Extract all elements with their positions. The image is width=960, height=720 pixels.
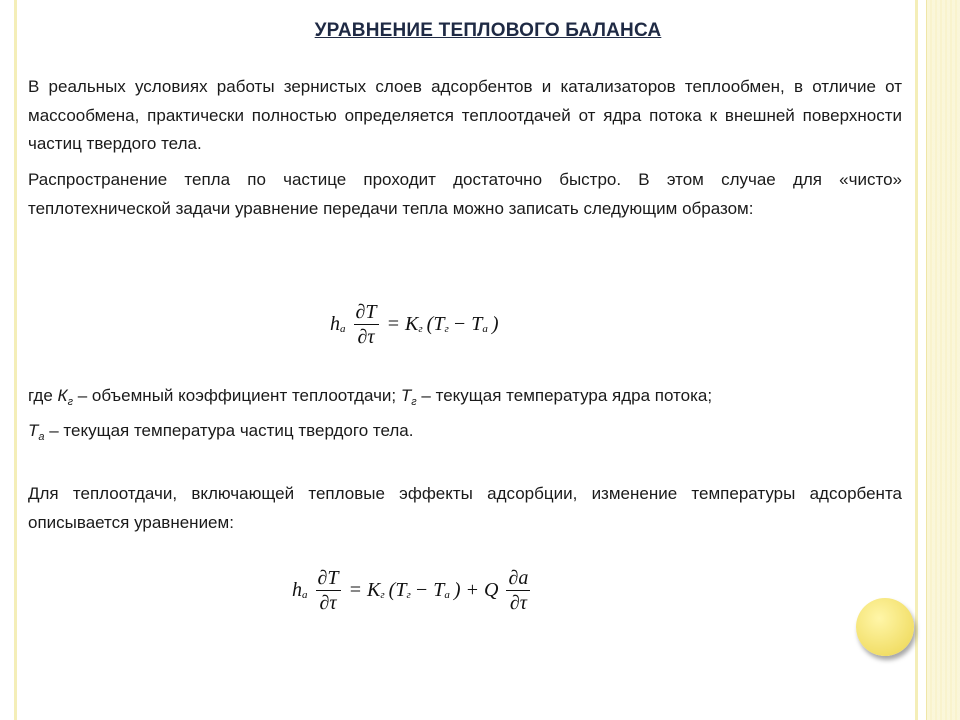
formula2-k-sub: г bbox=[380, 589, 385, 602]
fraction2-denominator: ∂τ bbox=[319, 592, 337, 614]
formula-close: ) bbox=[491, 313, 499, 335]
formula2-ta: − T bbox=[414, 579, 445, 601]
paragraph-distribution: Распространение тепла по частице проходит достаточно быстро. В этом случае для «чисто» теплотехнической задачи уравнение передачи тепла можно записать следующим образом: bbox=[28, 170, 902, 218]
formula2-h: h bbox=[292, 579, 302, 601]
fraction2a-numerator: ∂a bbox=[508, 567, 529, 589]
formula-h: h bbox=[330, 313, 340, 335]
symbol-k-desc: – объемный коэффициент теплоотдачи; bbox=[73, 386, 401, 405]
formula-k-sub: г bbox=[418, 323, 423, 336]
symbol-ta-desc: – текущая температура частиц твердого тела. bbox=[44, 420, 414, 440]
formula2-fraction-a bbox=[506, 566, 530, 615]
formula2-eq-k: = K bbox=[348, 579, 381, 601]
formula-ta-sub: а bbox=[482, 323, 488, 336]
adsorption-heat-formula bbox=[292, 566, 534, 615]
heat-balance-formula bbox=[330, 300, 499, 349]
formula2-tg: (T bbox=[388, 579, 407, 601]
formula-tg-sub: г bbox=[444, 323, 449, 336]
where-lead: где bbox=[28, 386, 58, 405]
symbol-k-sub: г bbox=[67, 396, 74, 408]
symbol-tg: Т bbox=[400, 386, 412, 405]
decor-circle bbox=[856, 598, 914, 656]
paragraph-where bbox=[28, 382, 902, 451]
fraction-denominator: ∂τ bbox=[357, 326, 375, 348]
formula-tg: (T bbox=[426, 313, 445, 335]
symbol-k: К bbox=[57, 386, 68, 405]
fraction2a-denominator: ∂τ bbox=[509, 592, 527, 614]
formula-eq-k: = K bbox=[386, 313, 419, 335]
paragraph-adsorption: Для теплоотдачи, включающей тепловые эффекты адсорбции, изменение температуры адсорбента описывается уравнением: bbox=[28, 484, 902, 532]
fraction2-numerator: ∂T bbox=[317, 567, 339, 589]
fraction-numerator: ∂T bbox=[355, 301, 377, 323]
symbol-tg-sub: г bbox=[411, 396, 417, 408]
formula2-tg-sub: г bbox=[406, 589, 411, 602]
formula2-h-sub: а bbox=[302, 589, 308, 602]
formula-fraction bbox=[354, 300, 379, 349]
symbol-tg-desc: – текущая температура ядра потока; bbox=[416, 386, 713, 405]
paragraph-intro: В реальных условиях работы зернистых слоев адсорбентов и катализаторов теплообмен, в отличие от массообмена, практически полностью определяется теплоотдачей от ядра потока к внешней поверхности частиц твердого тела. bbox=[28, 77, 902, 153]
symbol-ta-sub: а bbox=[38, 430, 45, 443]
formula2-ta-sub: а bbox=[444, 589, 450, 602]
formula2-fraction bbox=[316, 566, 341, 615]
slide-title: УРАВНЕНИЕ ТЕПЛОВОГО БАЛАНСА bbox=[314, 20, 662, 41]
symbol-ta: Т bbox=[28, 420, 39, 440]
formula-ta: − T bbox=[452, 313, 483, 335]
formula2-close-q: ) + Q bbox=[453, 579, 499, 601]
right-decor-pattern bbox=[930, 0, 960, 720]
formula-h-sub: а bbox=[340, 323, 346, 336]
